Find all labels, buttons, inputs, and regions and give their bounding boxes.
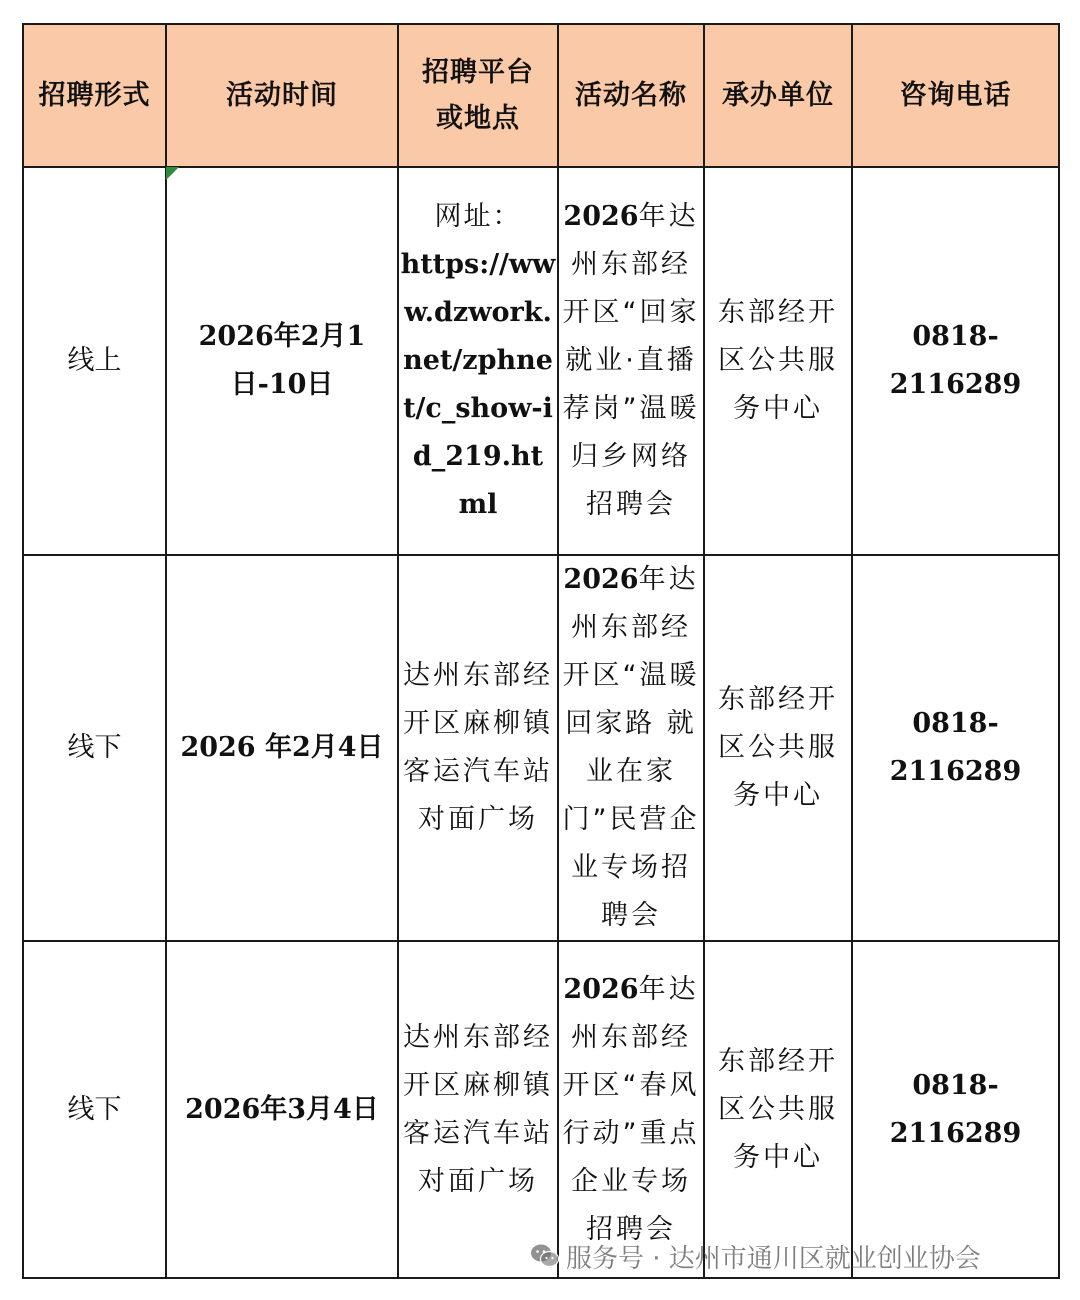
- activity-name-year: 2026: [563, 201, 639, 232]
- table-row: [23, 941, 1059, 1278]
- activity-name-text: 年达州东部经开区“回家就业·直播荐岗”温暖归乡网络招聘会: [562, 201, 700, 520]
- organizer-cell: 东部经开区公共服务中心: [704, 167, 852, 555]
- watermark-text: 服务号 · 达州市通川区就业创业协会: [566, 1243, 981, 1274]
- recruitment-table: [22, 23, 1060, 1279]
- phone-cell: 0818-2116289: [852, 555, 1059, 941]
- recruit-form-cell: 线下: [23, 555, 166, 941]
- activity-name-text: 年达州东部经开区“温暖回家路 就业在家门”民营企业专场招聘会: [562, 564, 700, 931]
- cell-corner-marker: [166, 167, 179, 180]
- header-recruit-form: 招聘形式: [23, 24, 166, 167]
- activity-time-cell: 2026年3月4日: [166, 941, 398, 1278]
- activity-time-cell: [166, 167, 398, 555]
- phone-cell: 0818-2116289: [852, 941, 1059, 1278]
- recruit-form-cell: 线下: [23, 941, 166, 1278]
- url-label: 网址：: [434, 201, 522, 232]
- table-row: [23, 167, 1059, 555]
- activity-time-cell: 2026 年2月4日: [166, 555, 398, 941]
- activity-name-cell: [558, 941, 704, 1278]
- activity-time-text: 2026年2月1日-10日: [198, 321, 366, 400]
- phone-cell: 0818-2116289: [852, 167, 1059, 555]
- activity-name-year: 2026: [563, 564, 639, 595]
- organizer-cell: 东部经开区公共服务中心: [704, 555, 852, 941]
- activity-name-year: 2026: [563, 973, 639, 1005]
- activity-name-cell: [558, 167, 704, 555]
- header-activity-name: 活动名称: [558, 24, 704, 167]
- header-activity-time: 活动时间: [166, 24, 398, 167]
- header-organizer: 承办单位: [704, 24, 852, 167]
- wechat-icon: [530, 1243, 560, 1269]
- activity-name-cell: [558, 555, 704, 941]
- recruit-form-cell: 线上: [23, 167, 166, 555]
- watermark: [530, 1236, 981, 1276]
- table-row: [23, 555, 1059, 941]
- platform-cell: [398, 167, 558, 555]
- location-cell: 达州东部经开区麻柳镇客运汽车站对面广场: [398, 941, 558, 1278]
- organizer-cell: 东部经开区公共服务中心: [704, 941, 852, 1278]
- header-phone: 咨询电话: [852, 24, 1059, 167]
- platform-url-link[interactable]: https://www.dzwork.net/zphnet/c_show-id_219.html: [400, 249, 556, 520]
- activity-name-text: 年达州东部经开区“春风行动”重点企业专场招聘会: [562, 973, 700, 1245]
- header-row: [23, 24, 1059, 167]
- location-cell: 达州东部经开区麻柳镇客运汽车站对面广场: [398, 555, 558, 941]
- header-platform-location: 招聘平台或地点: [398, 24, 558, 167]
